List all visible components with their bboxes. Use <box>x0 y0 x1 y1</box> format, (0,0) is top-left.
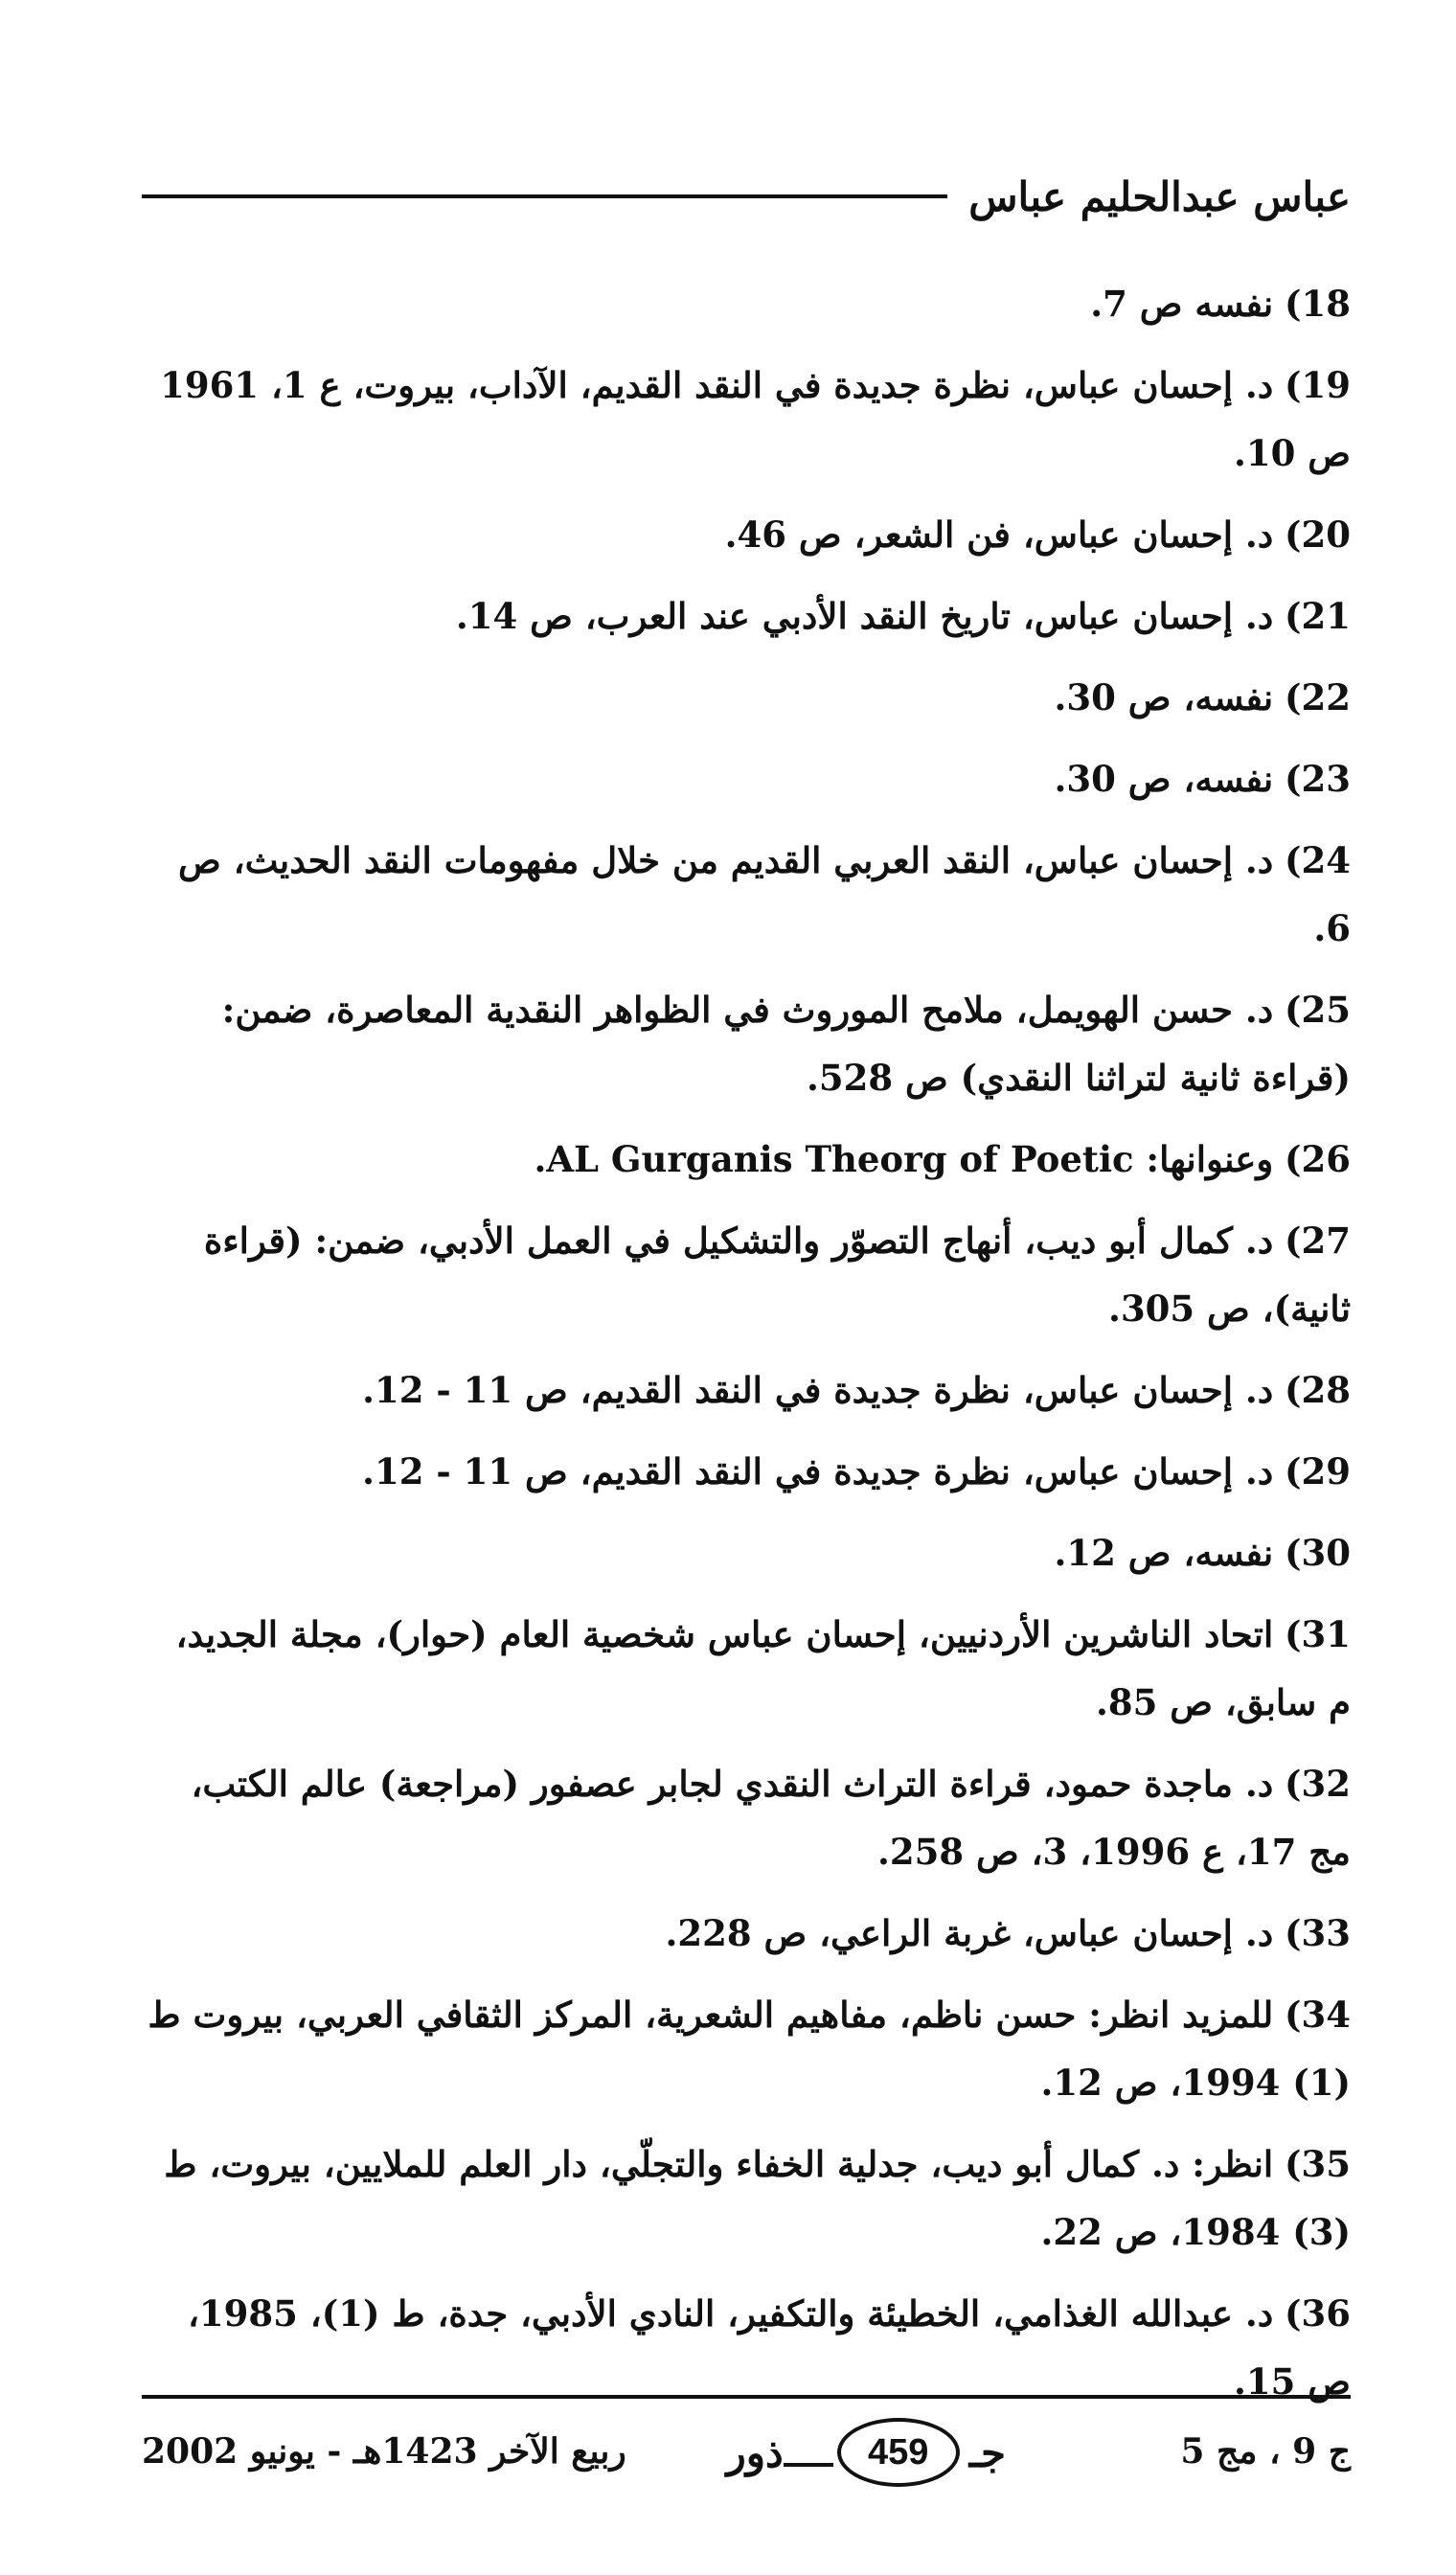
endnote-item <box>142 1750 1351 1886</box>
endnote-number: 31) <box>1284 1613 1351 1655</box>
endnote-number: 28) <box>1284 1369 1351 1411</box>
endnotes-list <box>142 270 1351 2429</box>
endnote-item <box>142 1356 1351 1424</box>
endnote-text: د. إحسان عباس، فن الشعر، ص 46. <box>724 513 1274 556</box>
endnote-number: 20) <box>1284 513 1351 556</box>
endnote-text: نفسه ص 7. <box>1090 283 1274 325</box>
endnote-text: نفسه، ص 12. <box>1054 1532 1274 1574</box>
footer-rule <box>142 2395 1351 2399</box>
endnote-item <box>142 1438 1351 1506</box>
page-footer <box>142 2414 1351 2500</box>
endnote-text: د. إحسان عباس، تاريخ النقد الأدبي عند العرب، ص 14. <box>455 595 1274 637</box>
endnote-number: 33) <box>1284 1912 1351 1954</box>
journal-name-end: ذور <box>726 2428 784 2476</box>
endnote-number: 22) <box>1284 676 1351 718</box>
endnote-item <box>142 501 1351 569</box>
endnote-text: د. إحسان عباس، نظرة جديدة في النقد القديم، ص 11 - 12. <box>362 1450 1274 1493</box>
endnote-item <box>142 976 1351 1112</box>
endnote-item <box>142 1207 1351 1343</box>
volume-issue: ج 9 ، مج 5 <box>1180 2431 1351 2472</box>
endnote-number: 36) <box>1284 2292 1351 2335</box>
endnote-text: د. إحسان عباس، غربة الراعي، ص 228. <box>665 1912 1274 1954</box>
endnote-item <box>142 1126 1351 1194</box>
endnote-number: 27) <box>1284 1219 1351 1262</box>
endnote-number: 29) <box>1284 1450 1351 1493</box>
endnote-text: د. حسن الهويمل، ملامح الموروث في الظواهر النقدية المعاصرة، ضمن: (قراءة ثانية لتراثنا النقدي) ص 528. <box>221 989 1351 1099</box>
endnote-item <box>142 582 1351 650</box>
endnote-item <box>142 270 1351 338</box>
endnote-text: اتحاد الناشرين الأردنيين، إحسان عباس شخصية العام (حوار)، مجلة الجديد، م سابق، ص 85. <box>175 1613 1351 1723</box>
endnote-number: 23) <box>1284 758 1351 800</box>
endnote-number: 30) <box>1284 1532 1351 1574</box>
endnote-number: 35) <box>1284 2143 1351 2185</box>
endnote-number: 24) <box>1284 839 1351 881</box>
journal-connector <box>784 2463 833 2467</box>
endnote-number: 32) <box>1284 1763 1351 1805</box>
page-number: 459 <box>837 2418 960 2487</box>
endnote-text: انظر: د. كمال أبو ديب، جدلية الخفاء والتجلّي، دار العلم للملايين، بيروت، ط (3) 1984، ص 22. <box>164 2143 1351 2253</box>
endnote-number: 19) <box>1284 364 1351 406</box>
journal-logo <box>726 2418 1006 2487</box>
endnote-text: د. عبدالله الغذامي، الخطيئة والتكفير، النادي الأدبي، جدة، ط (1)، 1985، ص 15. <box>187 2292 1351 2403</box>
endnote-text: د. كمال أبو ديب، أنهاج التصوّر والتشكيل في العمل الأدبي، ضمن: (قراءة ثانية)، ص 305. <box>203 1219 1351 1330</box>
endnote-item <box>142 1900 1351 1968</box>
endnote-item <box>142 827 1351 963</box>
endnote-text: د. إحسان عباس، النقد العربي القديم من خلال مفهومات النقد الحديث، ص 6. <box>178 839 1351 949</box>
endnote-item <box>142 1601 1351 1737</box>
running-header <box>142 163 1351 230</box>
endnote-text: نفسه، ص 30. <box>1054 676 1274 718</box>
endnote-item <box>142 2131 1351 2267</box>
endnote-item <box>142 664 1351 732</box>
endnote-number: 21) <box>1284 595 1351 637</box>
endnote-number: 34) <box>1284 1994 1351 2036</box>
endnote-text: وعنوانها: AL Gurganis Theorg of Poetic. <box>534 1138 1274 1180</box>
author-name: عباس عبدالحليم عباس <box>968 172 1351 220</box>
endnote-item <box>142 745 1351 813</box>
endnote-text: د. ماجدة حمود، قراءة التراث النقدي لجابر عصفور (مراجعة) عالم الكتب، مج 17، ع 1996، 3، ص 258. <box>191 1763 1351 1873</box>
endnote-number: 18) <box>1284 283 1351 325</box>
endnote-text: نفسه، ص 30. <box>1054 758 1274 800</box>
endnote-text: د. إحسان عباس، نظرة جديدة في النقد القديم، الآداب، بيروت، ع 1، 1961 ص 10. <box>160 364 1351 474</box>
endnote-item <box>142 1981 1351 2117</box>
endnote-item <box>142 352 1351 488</box>
endnote-number: 26) <box>1284 1138 1351 1180</box>
endnote-number: 25) <box>1284 989 1351 1031</box>
journal-name-start: جـ <box>968 2428 1006 2476</box>
endnote-text: د. إحسان عباس، نظرة جديدة في النقد القديم، ص 11 - 12. <box>362 1369 1274 1411</box>
endnote-text: للمزيد انظر: حسن ناظم، مفاهيم الشعرية، المركز الثقافي العربي، بيروت ط (1) 1994، ص 12. <box>148 1994 1351 2104</box>
issue-date: ربيع الآخر 1423هـ - يونيو 2002 <box>142 2431 626 2472</box>
header-rule <box>142 194 947 198</box>
endnote-item <box>142 1519 1351 1587</box>
